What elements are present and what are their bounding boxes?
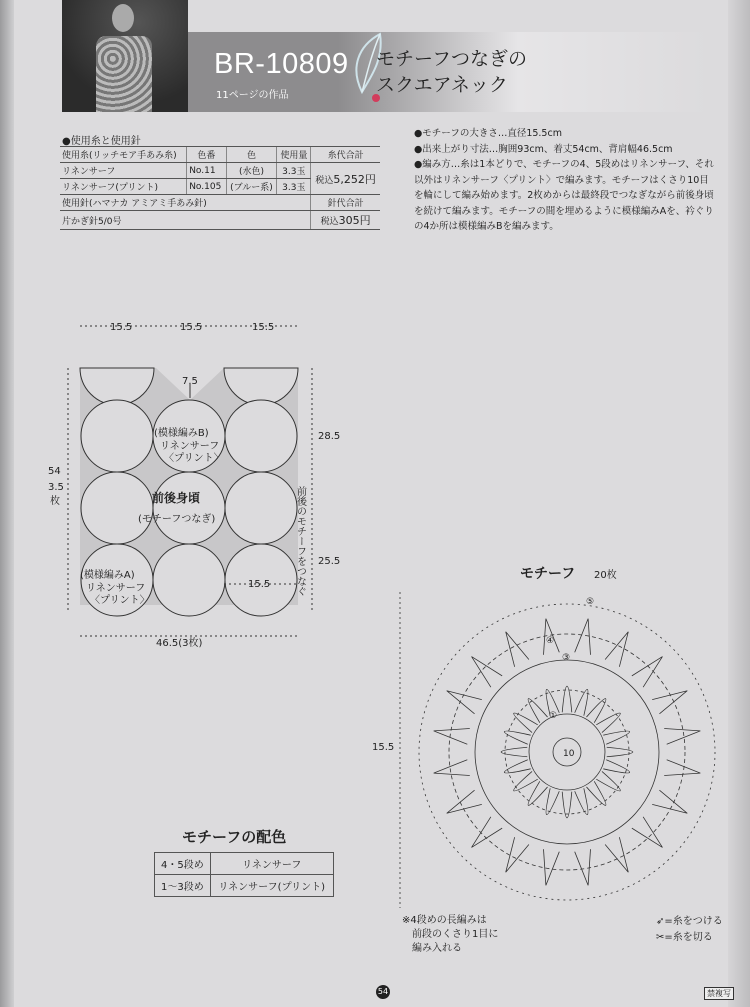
table-cell: No.105 [187,179,226,195]
pattern-title-line1: モチーフつなぎの [376,48,528,70]
round-4-marker: ④ [546,636,555,646]
motif-fan [632,657,663,688]
yarn-total: 5,252円 [333,172,376,186]
motif-petal [575,689,588,715]
motif-petal [596,713,620,732]
motif-petal [514,771,538,790]
table-row [155,853,334,875]
pattern-b-yarn: リネンサーフ [160,441,220,452]
body-sublabel: (モチーフつなぎ) [138,514,216,525]
note-line: 編み入れる [412,943,462,954]
table-row [155,875,334,897]
table-cell: (ブルー系) [226,179,277,195]
motif-petal [586,699,605,723]
motif-petal [528,781,547,805]
no-copy-badge: 禁複写 [704,987,734,1000]
pattern-subtitle: 11ページの作品 [216,90,289,101]
body-label: 前後身頃 [152,491,201,505]
motif-count: 20枚 [594,570,617,581]
motif-title: モチーフ [520,566,576,582]
color-table-title: モチーフの配色 [182,828,287,846]
motif-size-text: ●モチーフの大きさ…直径15.5cm [414,128,562,139]
tax-label: 税込 [315,175,334,186]
table-header-cell: 糸代合計 [311,147,380,163]
table-cell: 使用針(ハマナカ アミアミ手あみ針) [60,195,311,211]
motif-center-count: 10 [563,749,575,759]
motif-size: 15.5 [372,742,395,753]
pattern-a-print: 〈プリント〉 [90,595,150,606]
table-cell: リネンサーフ(プリント) [210,875,333,897]
method-text: ●編み方…糸は1本どりで、モチーフの4、5段めはリネンサーフ、それ以外はリネンサーフ〈プリント〉で編みます。モチーフはくさり10目を輪にして編み始めます。2枚めからは最終段でつなぎながら前後身頃を続けて編みます。モチーフの間を埋めるように模様編みAを、衿ぐりの4か所は模様編みBを編みます。 [414,159,714,232]
pattern-title-line2: スクエアネック [376,74,508,96]
table-cell: No.11 [187,163,226,179]
motif-fan [434,760,470,776]
motif-petal [596,771,620,790]
left-sub-dim: 3.5 [48,482,64,493]
neck-dim: 7.5 [182,376,198,387]
round-1-marker: ① [549,711,558,721]
left-total-dim: 54 [48,466,61,477]
motif-fan [447,691,482,714]
motif-petal [504,731,530,744]
motif-petal [603,731,629,744]
motif-fan [632,817,663,848]
motif-fan [434,729,470,745]
table-header-cell: 色番 [187,147,226,163]
round-5-marker: ⑤ [586,597,595,607]
motif-chart [400,592,715,908]
motif-petal [528,699,547,723]
finished-size-text: ●出来上がり寸法…胸囲93cm、着丈54cm、背肩幅46.5cm [414,143,673,155]
motif-fan [506,632,529,667]
legend-cut: =糸を切る [664,932,713,943]
pattern-code: BR-10809 [214,48,349,80]
symbol-legend [656,914,723,946]
left-sub-unit: 枚 [50,496,60,507]
pattern-b-label: (模様編みB) [154,428,209,439]
motif-petal [514,713,538,732]
motif-petal [586,781,605,805]
pattern-a-yarn: リネンサーフ [86,583,146,594]
top-dim-3: 15.5 [252,322,275,333]
table-cell: リネンサーフ(プリント) [60,179,187,195]
top-dim-2: 15.5 [180,322,203,333]
right-bottom-dim: 25.5 [318,556,341,567]
pattern-b-print: 〈プリント〉 [164,453,224,464]
motif-fan [605,837,628,872]
motif-fan [664,760,700,776]
round-3-marker: ③ [562,653,571,663]
table-header-cell: 使用量 [277,147,311,163]
top-dim-1: 15.5 [110,322,133,333]
color-table [154,852,334,897]
motif-fan [575,619,591,655]
motif-fan [472,657,503,688]
pattern-a-label: (模様編みA) [80,570,135,581]
motif-fan [575,849,591,885]
tax-label: 税込 [320,217,339,227]
join-note: 前後のモチーフをつなぐ [294,486,306,596]
page-number: 54 [376,985,390,999]
legend-attach: =糸をつける [664,916,723,927]
table-cell: リネンサーフ [210,853,333,875]
right-top-dim: 28.5 [318,431,341,442]
table-cell: 片かぎ針5/0号 [60,211,311,230]
motif-fan [472,817,503,848]
table-cell: 針代合計 [311,195,380,211]
table-cell: リネンサーフ [60,163,187,179]
table-cell: (水色) [226,163,277,179]
table-cell: 3.3玉 [277,179,311,195]
table-header-cell: 使用糸(リッチモア手あみ糸) [60,147,187,163]
motif-fan [544,849,560,885]
attach-yarn-icon: ➶ [656,916,665,927]
table-header-cell: 色 [226,147,277,163]
motif-fan [664,729,700,745]
motif-petal [575,788,588,814]
cut-yarn-icon: ✂ [656,932,665,943]
bottom-dim: 46.5(3枚) [156,638,203,649]
note-line: ※4段めの長編みは [402,915,487,926]
stitch-note [402,914,498,956]
table-cell: 1〜3段め [155,875,211,897]
table-cell: 3.3玉 [277,163,311,179]
table-cell: 4・5段め [155,853,211,875]
inner-dim: 15.5 [248,579,271,590]
note-line: 前段のくさり1目に [412,929,499,940]
materials-heading: ●使用糸と使用針 [62,136,141,147]
motif-fan [652,790,687,813]
needle-total: 305円 [338,214,371,227]
